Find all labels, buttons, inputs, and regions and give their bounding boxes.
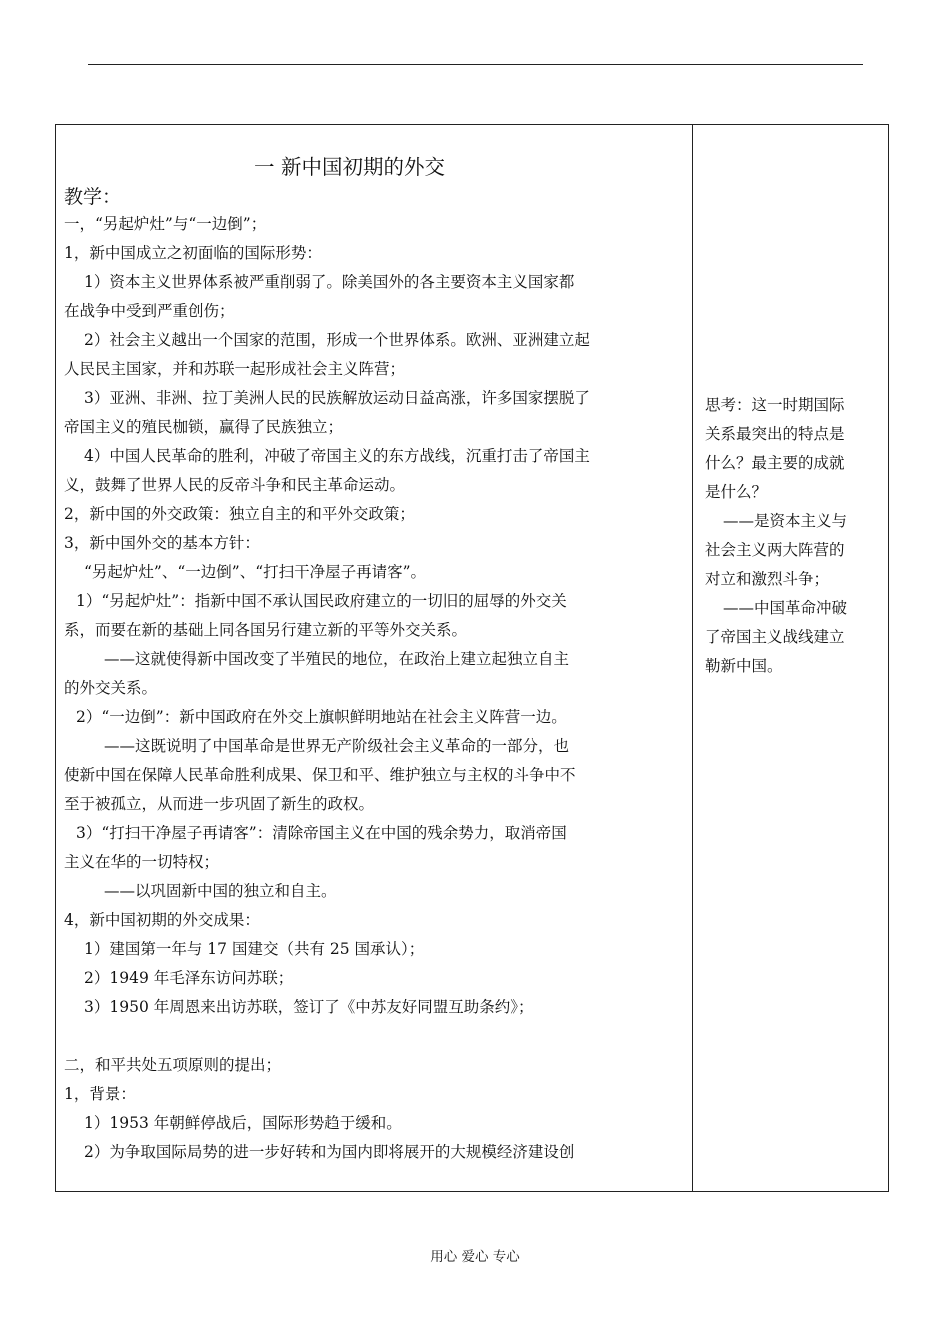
text-line: 义，鼓舞了世界人民的反帝斗争和民主革命运动。 (64, 476, 406, 494)
text-line: 在战争中受到严重创伤； (64, 302, 235, 320)
text-line: ——这就使得新中国改变了半殖民的地位，在政治上建立起独立自主 (104, 650, 570, 668)
lesson-title: 一 新中国初期的外交 (254, 155, 446, 179)
text-line: 3）1950 年周恩来出访苏联，签订了《中苏友好同盟互助条约》； (84, 998, 534, 1016)
side-note-line: 了帝国主义战线建立 (705, 628, 845, 646)
header-rule (88, 64, 863, 65)
text-line: 3，新中国外交的基本方针： (64, 534, 260, 552)
text-line: 至于被孤立，从而进一步巩固了新生的政权。 (64, 795, 375, 813)
text-line: ——这既说明了中国革命是世界无产阶级社会主义革命的一部分，也 (104, 737, 570, 755)
side-note-line: 勒新中国。 (705, 657, 783, 675)
text-line: 3）亚洲、非洲、拉丁美洲人民的民族解放运动日益高涨，许多国家摆脱了 (84, 389, 590, 407)
text-line: 2）“一边倒”：新中国政府在外交上旗帜鲜明地站在社会主义阵营一边。 (76, 708, 567, 726)
page-footer: 用心 爱心 专心 (430, 1249, 520, 1265)
text-line: 人民民主国家，并和苏联一起形成社会主义阵营； (64, 360, 406, 378)
text-line: “另起炉灶”、“一边倒”、“打扫干净屋子再请客”。 (84, 563, 427, 581)
text-line: ——以巩固新中国的独立和自主。 (104, 882, 337, 900)
text-line: 4，新中国初期的外交成果： (64, 911, 260, 929)
blank-line (64, 1022, 686, 1051)
side-note-line: 关系最突出的特点是 (705, 425, 845, 443)
text-line: 1）建国第一年与 17 国建交（共有 25 国承认）； (84, 940, 425, 958)
text-line: 1）“另起炉灶”：指新中国不承认国民政府建立的一切旧的屈辱的外交关 (76, 592, 567, 610)
side-note-line: 是什么？ (705, 483, 768, 501)
text-line: 的外交关系。 (64, 679, 158, 697)
text-line: 2）1949 年毛泽东访问苏联； (84, 969, 294, 987)
text-line: 2）社会主义越出一个国家的范围，形成一个世界体系。欧洲、亚洲建立起 (84, 331, 590, 349)
side-notes (705, 391, 881, 681)
text-line: 一，“另起炉灶”与“一边倒”； (64, 215, 267, 233)
side-note-line: ——中国革命冲破 (723, 599, 848, 617)
main-text (64, 210, 686, 1167)
text-line: 1，背景： (64, 1085, 136, 1103)
text-line: 帝国主义的殖民枷锁，赢得了民族独立； (64, 418, 344, 436)
side-note-line: 什么？最主要的成就 (705, 454, 845, 472)
side-note-line: 对立和激烈斗争； (705, 570, 830, 588)
text-line: 4）中国人民革命的胜利，冲破了帝国主义的东方战线，沉重打击了帝国主 (84, 447, 590, 465)
text-line: 2，新中国的外交政策：独立自主的和平外交政策； (64, 505, 415, 523)
column-divider (692, 124, 693, 1192)
main-column (64, 150, 686, 1167)
text-line: 系，而要在新的基础上同各国另行建立新的平等外交关系。 (64, 621, 468, 639)
side-note-line: 社会主义两大阵营的 (705, 541, 845, 559)
text-line: 主义在华的一切特权； (64, 853, 220, 871)
side-note-line: 思考：这一时期国际 (705, 396, 845, 414)
text-line: 3）“打扫干净屋子再请客”：清除帝国主义在中国的残余势力，取消帝国 (76, 824, 567, 842)
text-line: 1）1953 年朝鲜停战后，国际形势趋于缓和。 (84, 1114, 402, 1132)
section-heading: 教学： (64, 186, 122, 208)
side-note-line: ——是资本主义与 (723, 512, 848, 530)
text-line: 使新中国在保障人民革命胜利成果、保卫和平、维护独立与主权的斗争中不 (64, 766, 576, 784)
text-line: 1，新中国成立之初面临的国际形势： (64, 244, 322, 262)
text-line: 二，和平共处五项原则的提出； (64, 1056, 282, 1074)
text-line: 2）为争取国际局势的进一步好转和为国内即将展开的大规模经济建设创 (84, 1143, 575, 1161)
text-line: 1）资本主义世界体系被严重削弱了。除美国外的各主要资本主义国家都 (84, 273, 575, 291)
side-column (705, 391, 881, 681)
